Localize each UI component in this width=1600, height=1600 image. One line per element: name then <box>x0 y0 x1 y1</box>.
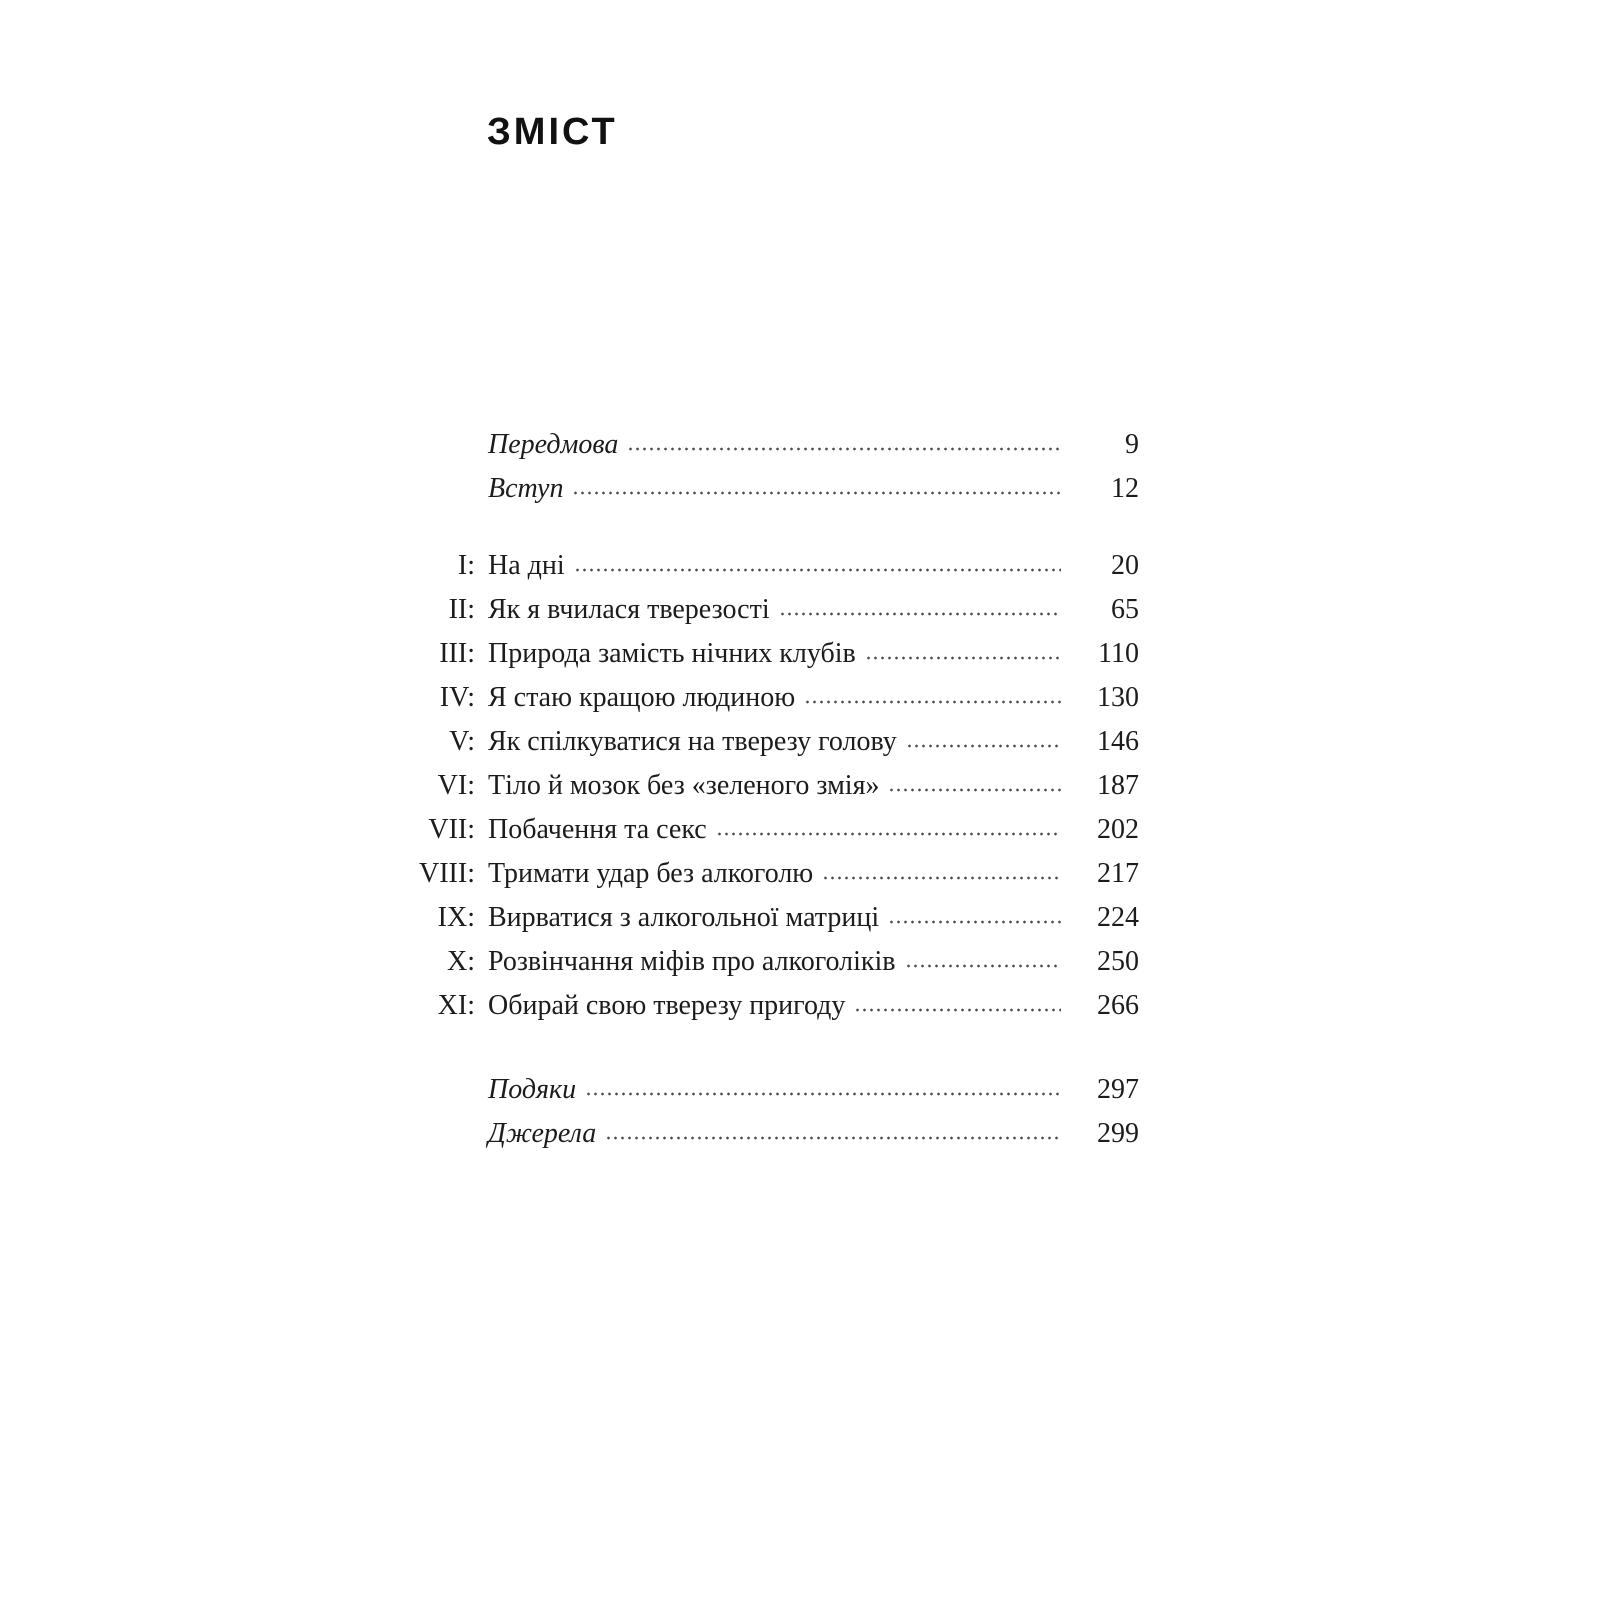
dot-leader <box>865 655 1061 661</box>
page-number: 297 <box>1097 1074 1139 1105</box>
chapter-numeral: V: <box>449 726 475 757</box>
chapter-numeral: VIII: <box>419 858 475 889</box>
page-number: 202 <box>1097 814 1139 845</box>
page-number: 65 <box>1111 594 1139 625</box>
entry-title: Подяки <box>488 1074 577 1105</box>
entry-title: Тіло й мозок без «зеленого змія» <box>488 770 880 801</box>
toc-row <box>407 639 1139 669</box>
entry-title: Я стаю кращою людиною <box>488 682 796 713</box>
front-matter-list <box>407 430 1139 504</box>
entry-title: Побачення та секс <box>488 814 707 845</box>
chapter-numeral: III: <box>439 638 475 669</box>
dot-leader <box>627 446 1061 452</box>
chapter-numeral: XI: <box>437 990 475 1021</box>
dot-leader <box>888 919 1061 925</box>
dot-leader <box>585 1091 1061 1097</box>
entry-title: Тримати удар без алкоголю <box>488 858 814 889</box>
toc-row <box>407 551 1139 581</box>
chapter-numeral: VII: <box>428 814 475 845</box>
entry-title: Передмова <box>488 429 619 460</box>
page-number: 9 <box>1125 429 1139 460</box>
page-number: 146 <box>1097 726 1139 757</box>
dot-leader <box>574 567 1061 573</box>
page-title: ЗМІСТ <box>487 111 618 153</box>
toc-row <box>407 903 1139 933</box>
toc-row <box>407 430 1139 460</box>
back-matter-list <box>407 1075 1139 1149</box>
toc-row <box>407 859 1139 889</box>
page-number: 110 <box>1098 638 1139 669</box>
dot-leader <box>822 875 1061 881</box>
dot-leader <box>572 490 1061 496</box>
dot-leader <box>716 831 1061 837</box>
toc-row <box>407 727 1139 757</box>
entry-title: Обирай свою тверезу пригоду <box>488 990 846 1021</box>
entry-title: Як спілкуватися на тверезу голову <box>488 726 897 757</box>
toc-row <box>407 1119 1139 1149</box>
entry-title: Вступ <box>488 473 564 504</box>
chapter-numeral: II: <box>448 594 475 625</box>
toc-row <box>407 991 1139 1021</box>
entry-title: Вирватися з алкогольної матриці <box>488 902 880 933</box>
toc-row <box>407 474 1139 504</box>
dot-leader <box>854 1007 1061 1013</box>
entry-title: Джерела <box>488 1118 597 1149</box>
toc-row <box>407 1075 1139 1105</box>
page-number: 187 <box>1097 770 1139 801</box>
toc-row <box>407 815 1139 845</box>
entry-title: Природа замість нічних клубів <box>488 638 856 669</box>
chapter-numeral: IX: <box>437 902 475 933</box>
chapter-numeral: I: <box>457 550 475 581</box>
toc-row <box>407 683 1139 713</box>
page-number: 217 <box>1097 858 1139 889</box>
entry-title: Розвінчання міфів про алкоголіків <box>488 946 896 977</box>
dot-leader <box>605 1135 1061 1141</box>
page-number: 299 <box>1097 1118 1139 1149</box>
page-number: 130 <box>1097 682 1139 713</box>
page-number: 20 <box>1111 550 1139 581</box>
dot-leader <box>804 699 1061 705</box>
chapter-numeral: VI: <box>437 770 475 801</box>
chapter-list <box>407 551 1139 1021</box>
toc-row <box>407 947 1139 977</box>
page-number: 12 <box>1111 473 1139 504</box>
chapter-numeral: X: <box>447 946 475 977</box>
toc-content <box>407 100 1139 1163</box>
page-number: 266 <box>1097 990 1139 1021</box>
page-number: 224 <box>1097 902 1139 933</box>
toc-row <box>407 771 1139 801</box>
entry-title: Як я вчилася тверезості <box>488 594 770 625</box>
chapter-numeral: IV: <box>439 682 475 713</box>
dot-leader <box>888 787 1061 793</box>
dot-leader <box>905 963 1061 969</box>
toc-row <box>407 595 1139 625</box>
dot-leader <box>906 743 1061 749</box>
page-number: 250 <box>1097 946 1139 977</box>
entry-title: На дні <box>488 550 565 581</box>
dot-leader <box>779 611 1061 617</box>
